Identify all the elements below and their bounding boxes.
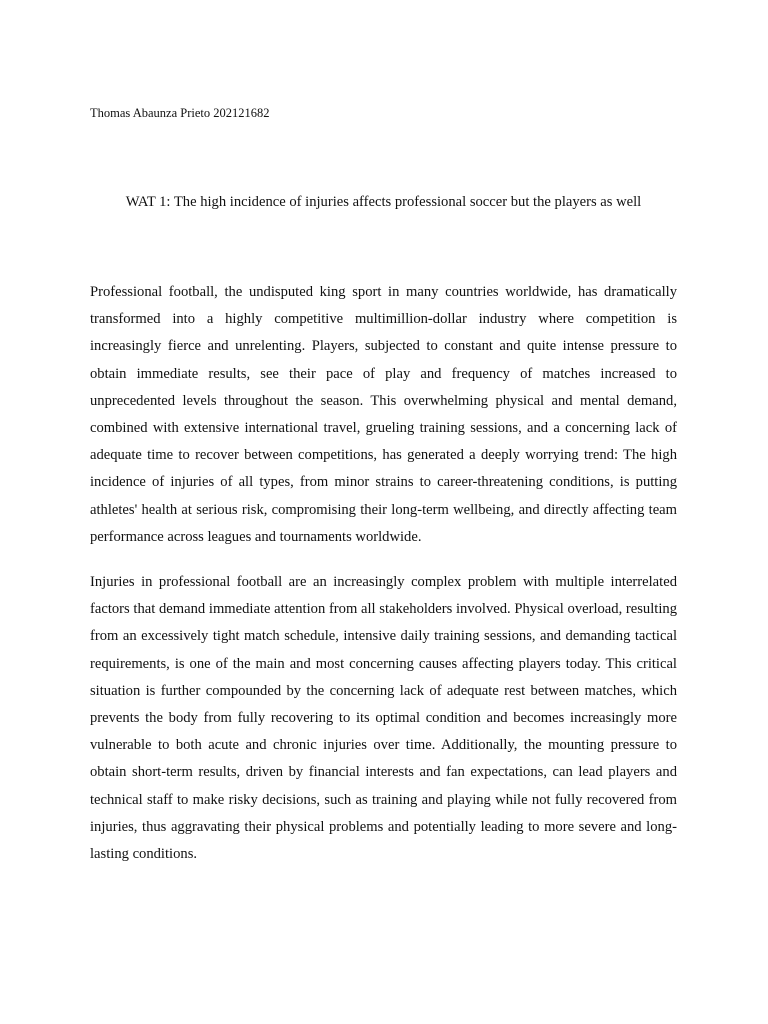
document-title: WAT 1: The high incidence of injuries affects professional soccer but the players as well xyxy=(125,194,642,210)
document-body xyxy=(90,279,677,886)
author-line: Thomas Abaunza Prieto 202121682 xyxy=(90,106,270,120)
paragraph-2: Injuries in professional football are an increasingly complex problem with multiple interrelated factors that demand immediate attention from all stakeholders involved. Physical overload, resulting from an excessively tight match schedule, intensive daily training sessions, and demanding tactical requirements, is one of the main and most concerning causes affecting players today. This critical situation is further compounded by the concerning lack of adequate rest between matches, which prevents the body from fully recovering to its optimal condition and becomes increasingly more vulnerable to both acute and chronic injuries over time. Additionally, the mounting pressure to obtain short-term results, driven by financial interests and fan expectations, can lead players and technical staff to make risky decisions, such as training and playing while not fully recovered from injuries, thus aggravating their physical problems and potentially leading to more severe and long-lasting conditions. xyxy=(90,574,677,863)
paragraph-1: Professional football, the undisputed king sport in many countries worldwide, has dramatically transformed into a highly competitive multimillion-dollar industry where competition is increasingly fierce and unrelenting. Players, subjected to constant and quite intense pressure to obtain immediate results, see their pace of play and frequency of matches increased to unprecedented levels throughout the season. This overwhelming physical and mental demand, combined with extensive international travel, grueling training sessions, and a concerning lack of adequate time to recover between competitions, has generated a deeply worrying trend: The high incidence of injuries of all types, from minor strains to career-threatening conditions, is putting athletes' health at serious risk, compromising their long-term wellbeing, and directly affecting team performance across leagues and tournaments worldwide. xyxy=(90,284,677,545)
